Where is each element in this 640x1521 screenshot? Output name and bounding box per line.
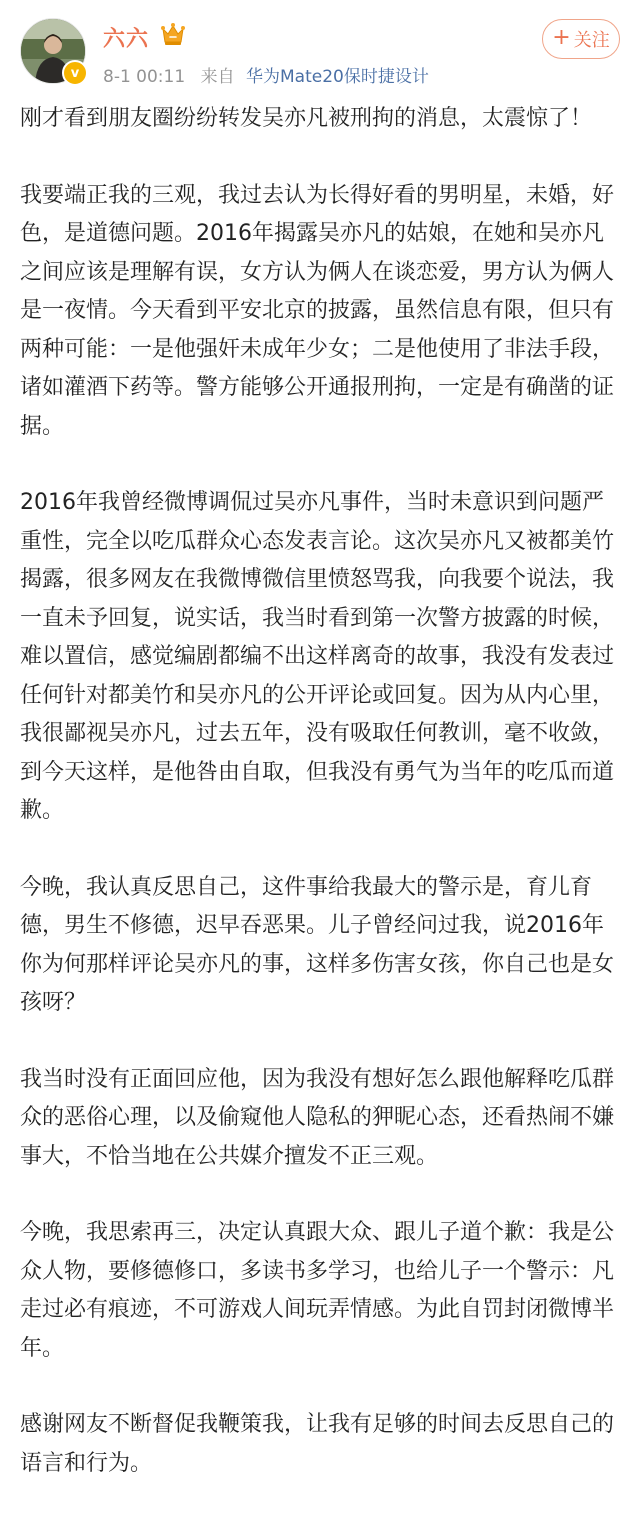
post-header — [0, 0, 640, 100]
post-meta — [103, 62, 429, 87]
follow-button[interactable] — [542, 19, 620, 59]
post-paragraph: 今晚，我思索再三，决定认真跟大众、跟儿子道个歉：我是公众人物，要修德修口，多读书多学习，也给儿子一个警示：凡走过必有痕迹，不可游戏人间玩弄情感。为此自罚封闭微博半年。 — [20, 1220, 615, 1361]
source-prefix: 来自 — [200, 67, 235, 87]
author-name[interactable]: 六六 — [103, 27, 150, 52]
avatar[interactable] — [20, 18, 88, 86]
post-paragraph: 今晚，我认真反思自己，这件事给我最大的警示是，育儿育德，男生不修德，迟早吞恶果。儿子曾经问过我，说2016年你为何那样评论吴亦凡的事，这样多伤害女孩，你自己也是女孩呀？ — [20, 874, 615, 1015]
source-device-link[interactable]: 华为Mate20保时捷设计 — [245, 67, 429, 87]
plus-icon: + — [552, 25, 571, 50]
post-time: 8-1 00:11 — [103, 67, 186, 87]
post-paragraph: 2016年我曾经微博调侃过吴亦凡事件，当时未意识到问题严重性，完全以吃瓜群众心态发表言论。这次吴亦凡又被都美竹揭露，很多网友在我微博微信里愤怒骂我，向我要个说法，我一直未予回复，说实话，我当时看到第一次警方披露的时候，难以置信，感觉编剧都编不出这样离奇的故事，我没有发表过任何针对都美竹和吴亦凡的公开评论或回复。因为从内心里，我很鄙视吴亦凡，过去五年，没有吸取任何教训，毫不收敛，到今天这样，是他咎由自取，但我没有勇气为当年的吃瓜而道歉。 — [20, 490, 615, 823]
post-paragraph: 感谢网友不断督促我鞭策我，让我有足够的时间去反思自己的语言和行为。 — [20, 1412, 615, 1476]
post-paragraph: 刚才看到朋友圈纷纷转发吴亦凡被刑拘的消息，太震惊了！ — [20, 106, 593, 131]
post-paragraph: 我当时没有正面回应他，因为我没有想好怎么跟他解释吃瓜群众的恶俗心理，以及偷窥他人隐私的狎昵心态，还看热闹不嫌事大，不恰当地在公共媒介擅发不正三观。 — [20, 1066, 615, 1169]
follow-label: 关注 — [573, 30, 610, 51]
post-content — [20, 100, 620, 1521]
crown-icon — [160, 22, 186, 46]
verified-badge-icon: v — [62, 60, 88, 86]
post-paragraph: 我要端正我的三观，我过去认为长得好看的男明星，未婚，好色，是道德问题。2016年揭露吴亦凡的姑娘，在她和吴亦凡之间应该是理解有误，女方认为俩人在谈恋爱，男方认为俩人是一夜情。今天看到平安北京的披露，虽然信息有限，但只有两种可能：一是他强奸未成年少女；二是他使用了非法手段，诸如灌酒下药等。警方能够公开通报刑拘，一定是有确凿的证据。 — [20, 182, 615, 439]
